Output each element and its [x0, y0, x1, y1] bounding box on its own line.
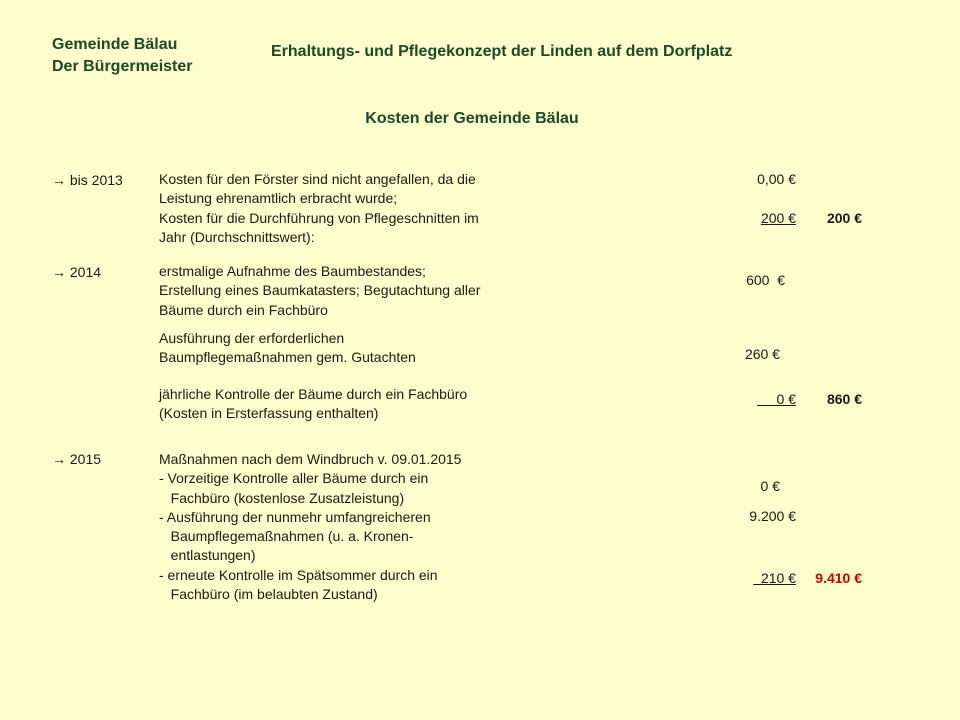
year-label-2015: → 2015	[52, 451, 102, 467]
item-text: Ausführung der erforderlichen Baumpflegemaßnahmen gem. Gutachten	[159, 330, 416, 366]
year-total: 200 €	[826, 210, 862, 226]
org-name: Gemeinde Bälau	[52, 36, 178, 53]
item-amount: 9.200 €	[749, 508, 796, 524]
item-amount: 260 €	[744, 346, 780, 362]
item-amount: 0 €	[757, 391, 796, 407]
item-amount: 210 €	[753, 570, 796, 586]
item-amount: 600 €	[746, 272, 785, 288]
item-text: jährliche Kontrolle der Bäume durch ein Fachbüro (Kosten in Ersterfassung enthalten)	[159, 386, 468, 422]
item-text: erstmalige Aufnahme des Baumbestandes; Erstellung eines Baumkatasters; Begutachtung aller Bäume durch ein Fachbüro	[159, 263, 481, 318]
item-amount: 0,00 €	[757, 171, 796, 187]
year-label-2013: → bis 2013	[52, 172, 123, 188]
item-text: Maßnahmen nach dem Windbruch v. 09.01.2015 - Vorzeitige Kontrolle aller Bäume durch ein Fachbüro (kostenlose Zusatzleistung) - Ausführung der nunmehr umfangreicheren Baumpflegemaßnahmen (u. a. Kronen- entlastungen) - erneute Kontrolle im Spätsommer durch ein Fachbüro (im belaubten Zustand)	[159, 451, 462, 603]
page-title: Erhaltungs- und Pflegekonzept der Linden auf dem Dorfplatz	[271, 43, 733, 60]
year-total: 9.410 €	[815, 570, 862, 586]
section-title: Kosten der Gemeinde Bälau	[365, 110, 579, 127]
item-amount: 200 €	[760, 210, 796, 226]
org-role: Der Bürgermeister	[52, 58, 193, 75]
year-label-2014: → 2014	[52, 264, 102, 280]
year-total: 860 €	[826, 391, 862, 407]
item-amount: 0 €	[760, 478, 780, 494]
item-text: Kosten für die Durchführung von Pflegeschnitten im Jahr (Durchschnittswert):	[159, 210, 479, 246]
item-text: Kosten für den Förster sind nicht angefallen, da die Leistung ehrenamtlich erbracht wurde;	[159, 171, 476, 207]
